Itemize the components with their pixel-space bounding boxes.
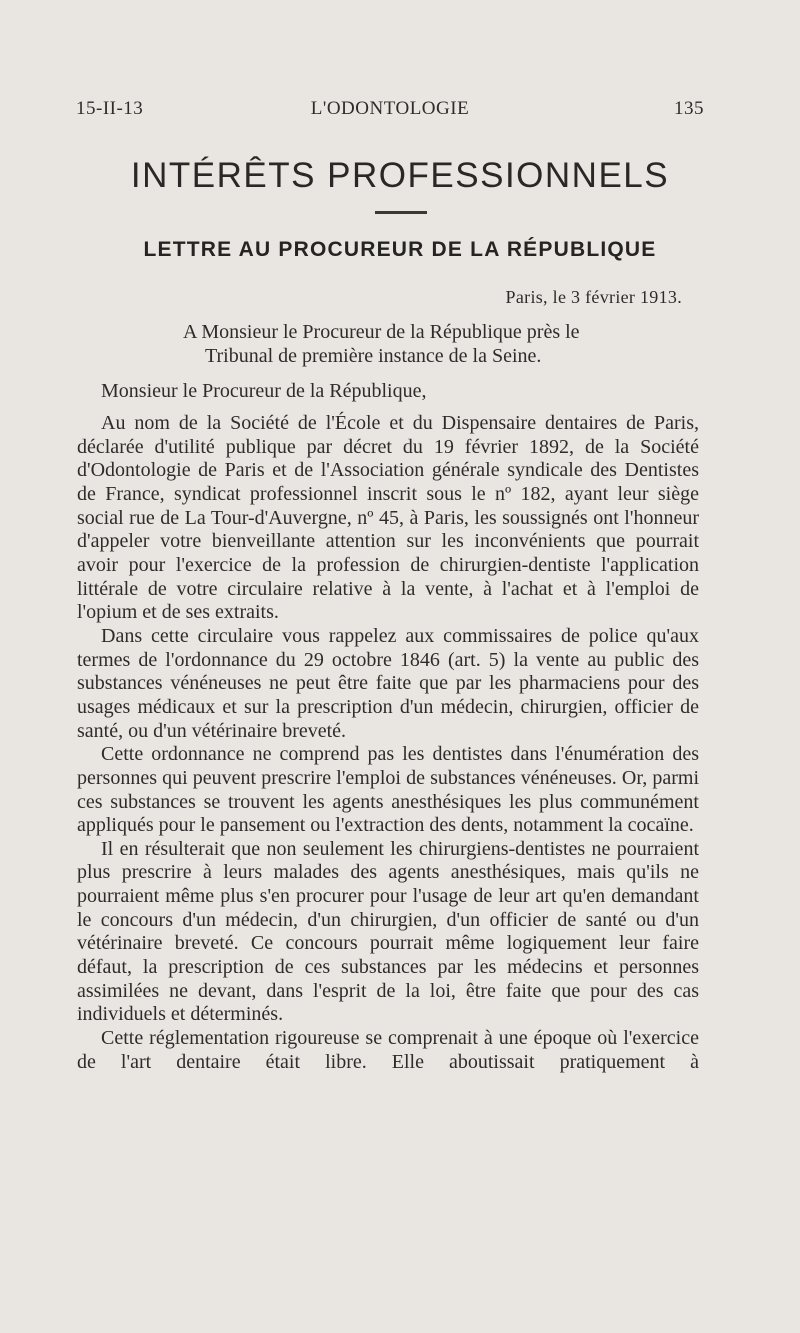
issue-date: 15-II-13 xyxy=(76,98,144,119)
salutation: Monsieur le Procureur de la République, xyxy=(101,380,427,402)
article-title: LETTRE AU PROCUREUR DE LA RÉPUBLIQUE xyxy=(143,238,657,261)
paragraph-3: Cette ordonnance ne comprend pas les dentistes dans l'énumération des personnes qui peuvent prescrire l'emploi de substances vénéneuses. Or, parmi ces substances se trouvent les agents anesthésiques les plus communément appliqués pour le pansement ou l'extraction des dents, notamment la cocaïne. xyxy=(77,743,699,837)
addressee-line-1: A Monsieur le Procureur de la République près le xyxy=(183,321,580,343)
page-number: 135 xyxy=(674,98,704,119)
addressee xyxy=(183,320,703,368)
journal-name: L'ODONTOLOGIE xyxy=(310,98,470,119)
letter-body xyxy=(77,412,699,1074)
paragraph-2: Dans cette circulaire vous rappelez aux commissaires de police qu'aux termes de l'ordonnance du 29 octobre 1846 (art. 5) la vente au public des substances vénéneuses ne peut être faite que par les pharmaciens pour des usages médicaux et sur la prescription d'un médecin, chirurgien, officier de santé, ou d'un vétérinaire breveté. xyxy=(77,624,699,742)
paragraph-1: Au nom de la Société de l'École et du Dispensaire dentaires de Paris, déclarée d'utilité publique par décret du 19 février 1892, de la Société d'Odontologie de Paris et de l'Association générale syndicale des Dentistes de France, syndicat professionnel inscrit sous le nº 182, ayant leur siège social rue de La Tour-d'Auvergne, nº 45, à Paris, les soussignés ont l'honneur d'appeler votre bienveillante attention sur les inconvénients que pourrait avoir pour l'exercice de la profession de chirurgien-dentiste l'application littérale de votre circulaire relative à la vente, à l'achat et à l'emploi de l'opium et de ses extraits. xyxy=(77,412,699,624)
addressee-line-2: Tribunal de première instance de la Seine. xyxy=(205,345,542,367)
title-divider xyxy=(375,211,427,214)
place-date: Paris, le 3 février 1913. xyxy=(505,287,682,307)
running-header xyxy=(76,98,704,128)
paragraph-5: Cette réglementation rigoureuse se comprenait à une époque où l'exercice de l'art dentaire était libre. Elle aboutissait pratiquement à xyxy=(77,1027,699,1073)
paragraph-4: Il en résulterait que non seulement les chirurgiens-dentistes ne pourraient plus prescrire à leurs malades des agents anesthésiques, mais qu'ils ne pourraient même plus s'en procurer pour l'usage de leur art qu'en demandant le concours d'un médecin, d'un chirurgien, d'un officier de santé ou d'un vétérinaire breveté. Ce concours pourrait même logiquement leur faire défaut, la prescription de ces substances par les médecins et personnes assimilées ne devant, dans l'esprit de la loi, être faite que pour des cas individuels et déterminés. xyxy=(77,837,699,1026)
section-title: INTÉRÊTS PROFESSIONNELS xyxy=(130,156,670,195)
